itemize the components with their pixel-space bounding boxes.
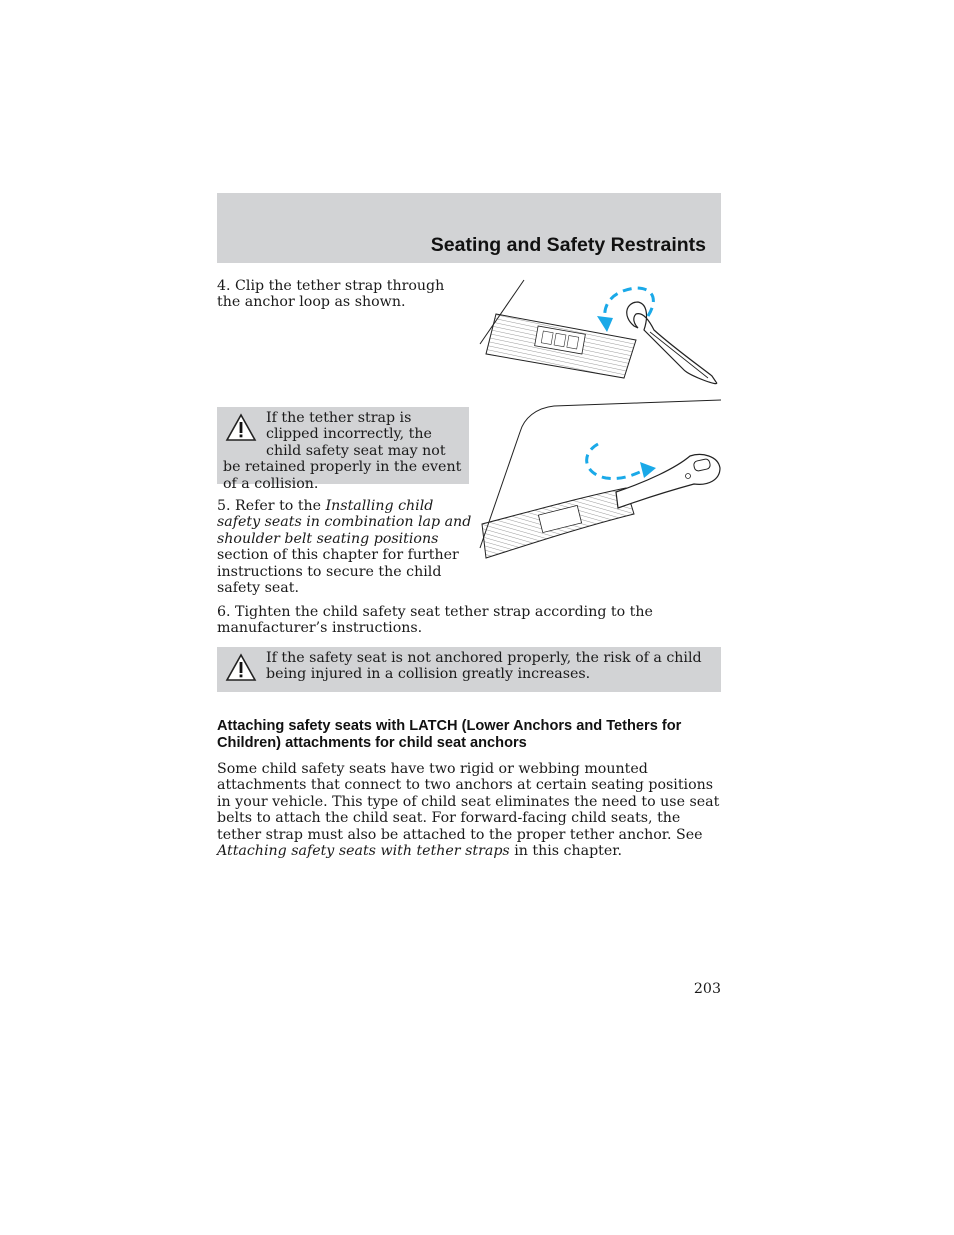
latch-section-heading: Attaching safety seats with LATCH (Lower Anchors and Tethers for Children) attachments for child seat anchors — [217, 718, 682, 752]
arrow-head — [597, 316, 613, 332]
installing-child-seats-reference: Installing child safety seats in combination lap and shoulder belt seating positions — [217, 498, 472, 547]
step-5-text — [217, 498, 472, 596]
tether-clip-illustration — [476, 398, 722, 562]
anchor-hook — [627, 302, 717, 384]
anchoring-warning-box — [217, 647, 721, 692]
step-5-prefix: 5. Refer to the — [217, 498, 326, 514]
anchoring-warning-text: If the safety seat is not anchored properly, the risk of a child being injured in a collision greatly increases. — [266, 650, 702, 683]
section-title: Seating and Safety Restraints — [430, 234, 706, 256]
step-5-suffix: section of this chapter for further instructions to secure the child safety seat. — [217, 547, 459, 597]
tether-straps-reference: Attaching safety seats with tether straps — [217, 843, 510, 860]
arrow-head — [640, 462, 656, 478]
page-number: 203 — [693, 981, 721, 997]
step-6-text: 6. Tighten the child safety seat tether strap according to the manufacturer’s instructions. — [217, 604, 653, 637]
blue-dashed-arrow-icon — [587, 444, 644, 479]
latch-body-suffix: in this chapter. — [509, 843, 623, 860]
step-4-text: 4. Clip the tether strap through the anchor loop as shown. — [217, 278, 445, 311]
anchor-hook-inner — [650, 332, 708, 378]
latch-section-body — [217, 761, 721, 859]
section-header-band — [217, 193, 721, 263]
tether-anchor-loop-illustration — [476, 278, 722, 390]
tether-clip-warning-text: If the tether strap is clipped incorrectly, the child safety seat may not be retained properly in the event of a collision. — [223, 410, 462, 492]
tether-clip-warning-box — [217, 407, 469, 492]
latch-body-prefix: Some child safety seats have two rigid or webbing mounted attachments that connect to two anchors at certain seating positions in your vehicle. This type of child seat eliminates the need to use seat belts to attach the child seat. For forward-facing child seats, the tether strap must also be attached to the proper tether anchor. See — [217, 761, 720, 843]
